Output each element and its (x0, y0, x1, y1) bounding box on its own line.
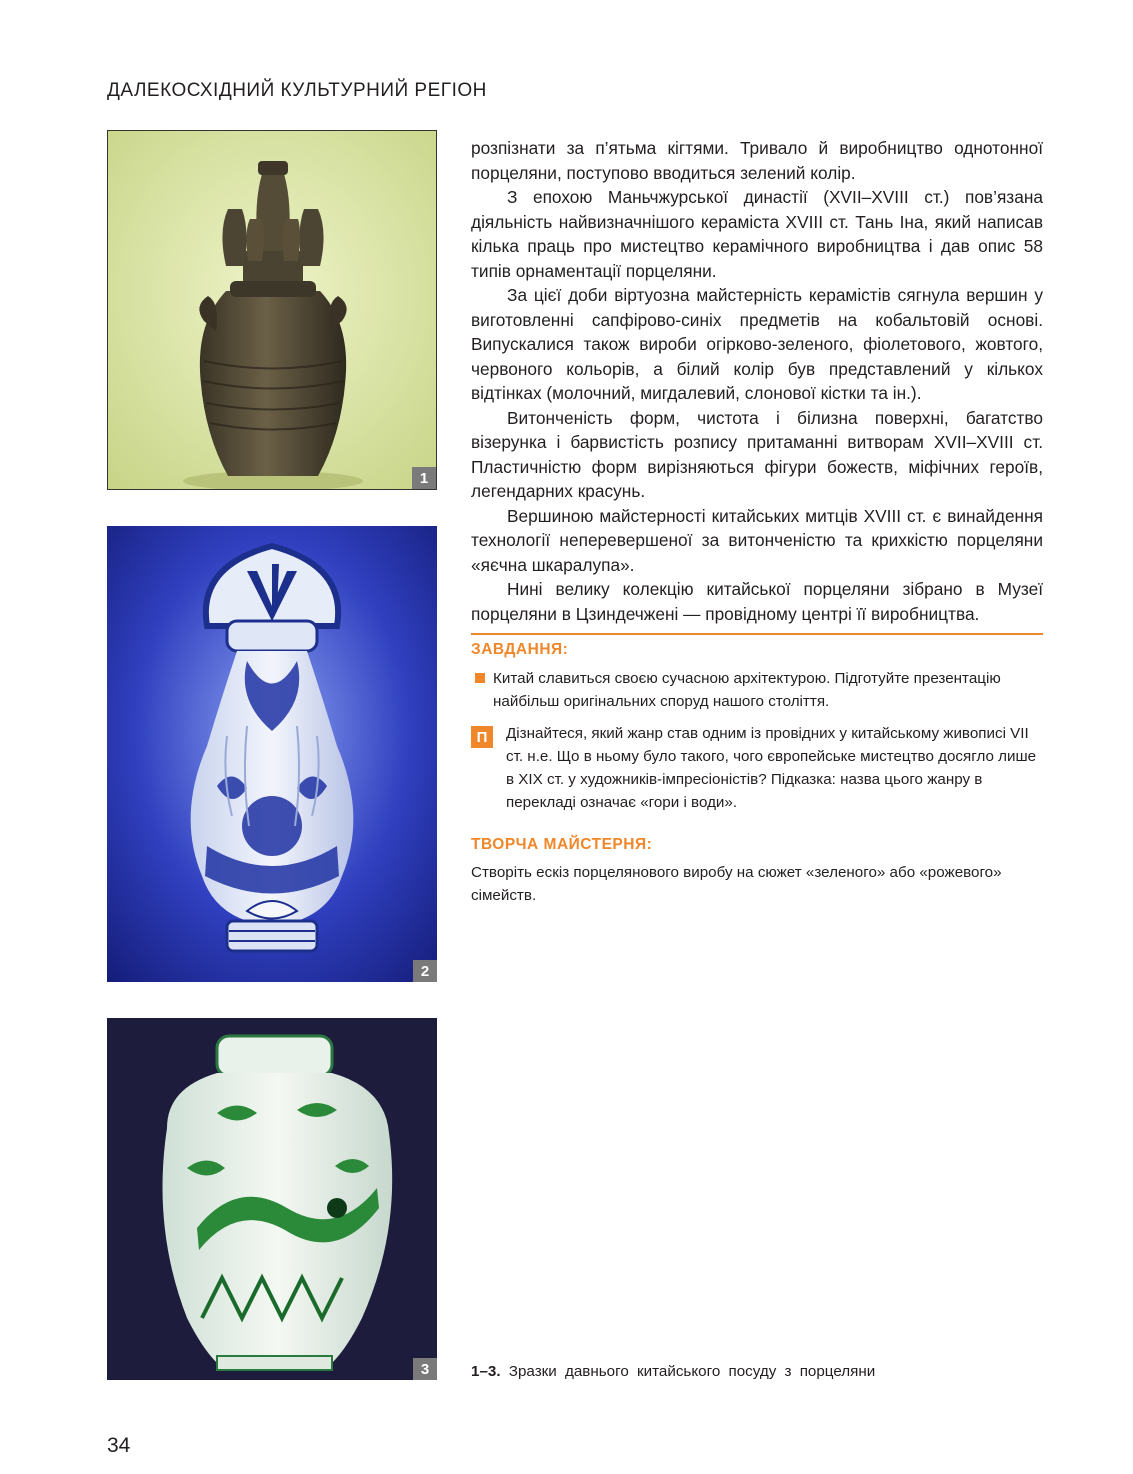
workshop-heading: ТВОРЧА МАЙСТЕРНЯ: (471, 836, 653, 853)
section-divider (471, 633, 1043, 635)
paragraph: Вершиною майстерності китайських митців XVIII ст. є винайдення технології неперевершеної за витонченістю та крихкістю порцеляни «яєчна шкаралупа». (471, 505, 1043, 575)
figure-2-blue-white-ewer (107, 526, 437, 982)
paragraph: За цієї доби віртуозна майстерність керамістів сягнула вершин у виготовленні сапфірово-синіх предметів на кобальтовій основі. Випускалися також вироби огірково-зеленого, фіолетового, жовтого, червоного кольорів, а білий колір був представлений у кількох відтінках (молочний, мигдалевий, слонової кістки та ін.). (471, 285, 1043, 403)
caption-text: Зразки давнього китайського посуду з порцеляни (508, 1363, 876, 1380)
figure-3-dragon-jar (107, 1018, 437, 1380)
jar-illustration-1 (108, 131, 437, 490)
page-number: 34 (107, 1434, 131, 1457)
jar-illustration-3 (107, 1018, 437, 1380)
task-item-1 (471, 667, 1043, 713)
caption-label: 1–3. (471, 1363, 501, 1380)
paragraph: Витонченість форм, чистота і білизна поверхні, багатство візерунка і барвистість розпису притаманні витворам XVII–XVIII ст. Пластичністю форм вирізняються фігури божеств, міфічних героїв, легендарних красунь. (471, 407, 1043, 501)
paragraph: З епохою Маньчжурської династії (XVII–XVIII ст.) пов’язана діяльність найвизначнішого кераміста XVIII ст. Тань Іна, який написав кілька праць про мистецтво керамічного виробництва і дав опис 58 типів орнаментації порцеляни. (471, 187, 1043, 281)
task-item-2 (471, 722, 1043, 814)
figure-number-3: 3 (413, 1358, 437, 1380)
figure-1-funerary-jar (107, 130, 437, 490)
figure-number-1: 1 (412, 467, 436, 489)
task-text: Дізнайтеся, який жанр став одним із провідних у китайському живописі VII ст. н.е. Що в ньому було такого, чого європейське мистецтво досягло лише в XIX ст. у художників-імпресіоністів? Підказка: назва цього жанру в перекладі означає «гори і води». (506, 725, 1037, 811)
workshop-text: Створіть ескіз порцелянового виробу на сюжет «зеленого» або «рожевого» сімейств. (471, 864, 1002, 904)
presentation-icon: П (471, 726, 493, 748)
tasks-heading: ЗАВДАННЯ: (471, 641, 569, 658)
running-title: ДАЛЕКОСХІДНИЙ КУЛЬТУРНИЙ РЕГІОН (107, 80, 487, 101)
task-text: Китай славиться своєю сучасною архітектурою. Підготуйте презентацію найбільш оригінальних споруд нашого століття. (493, 670, 1001, 710)
square-bullet-icon (475, 673, 485, 683)
figure-number-2: 2 (413, 960, 437, 982)
figure-caption (471, 1363, 875, 1380)
paragraph: Нині велику колекцію китайської порцеляни зібрано в Музеї порцеляни в Цзиндечжені — провідному центрі її виробництва. (471, 579, 1043, 624)
jar-illustration-2 (107, 526, 437, 982)
paragraph: розпізнати за п’ятьма кігтями. Тривало й виробництво однотонної порцеляни, поступово вводиться зелений колір. (471, 138, 1043, 183)
body-text (471, 136, 1043, 626)
